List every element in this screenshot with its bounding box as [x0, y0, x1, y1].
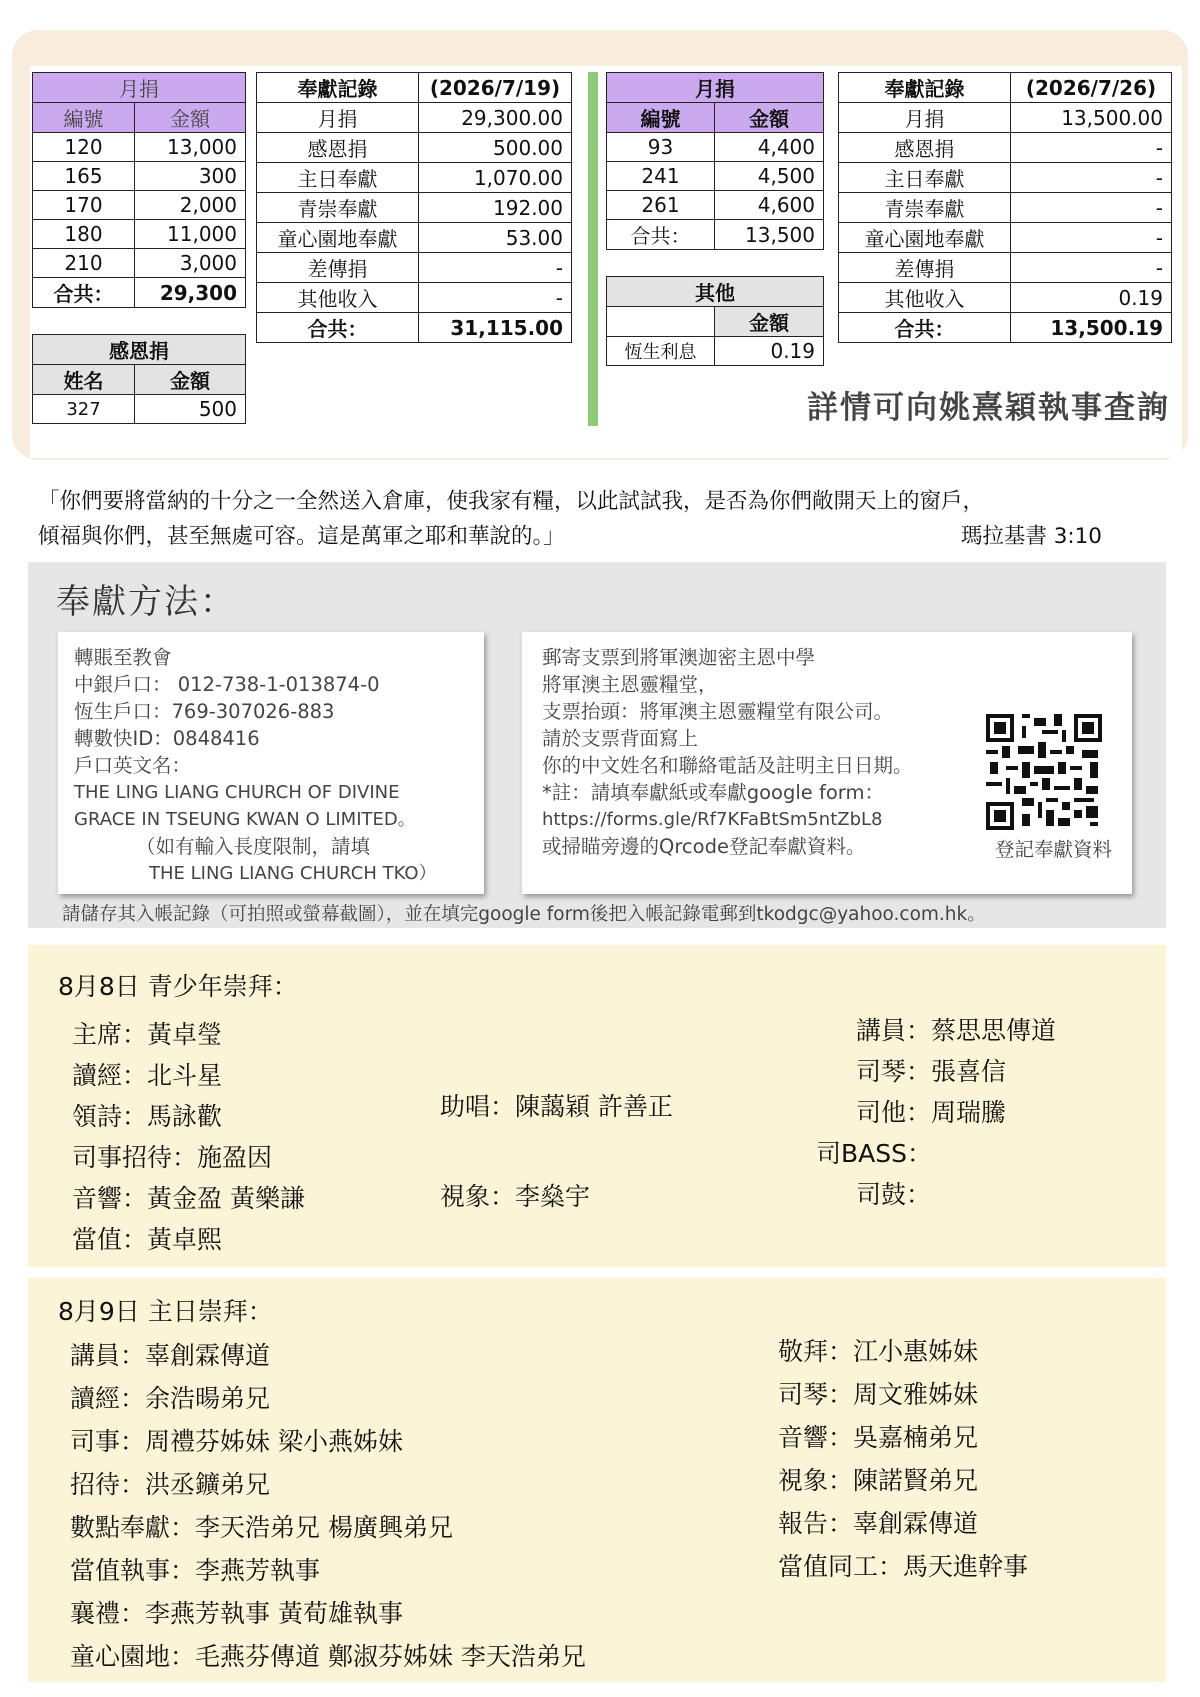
table-row: [257, 283, 572, 313]
table-title: 月捐: [33, 73, 246, 103]
cell-no: 241: [607, 162, 715, 191]
card-line: 你的中文姓名和聯絡電話及註明主日日期。: [542, 754, 913, 777]
cell-no: 165: [33, 162, 135, 191]
roster-item: 讀經：北斗星: [72, 1061, 223, 1090]
cell-amount: 13,000: [135, 133, 246, 162]
cell-no: 210: [33, 249, 135, 278]
verse-line-1: 「你們要將當納的十分之一全然送入倉庫，使我家有糧，以此試試我，是否為你們敞開天上的窗戶，: [38, 489, 985, 514]
record-title: 奉獻記錄: [839, 73, 1011, 103]
table-row: [33, 133, 246, 162]
cell-no: 327: [33, 395, 135, 424]
roster-item: 當值：黃卓熙: [72, 1225, 223, 1254]
cell-label: 月捐: [257, 103, 419, 133]
cell-value: -: [1011, 193, 1172, 223]
cell-amount: 11,000: [135, 220, 246, 249]
cell-amount: 3,000: [135, 249, 246, 278]
record-date: (2026/7/26): [1011, 73, 1172, 103]
cell-amount: 500: [135, 395, 246, 424]
verse-reference: 瑪拉基書 3:10: [960, 524, 1102, 549]
table-row: [607, 133, 824, 162]
cell-no: 120: [33, 133, 135, 162]
thanks-table-left: [32, 334, 246, 424]
table-title: 其他: [607, 277, 824, 307]
cheque-card: [522, 632, 1132, 894]
cell-label: 其他收入: [839, 283, 1011, 313]
cell-value: -: [1011, 133, 1172, 163]
cell-amount: 4,600: [715, 191, 824, 220]
roster-item: 襄禮：李燕芳執事 黃荀雄執事: [70, 1599, 403, 1628]
roster-item: 敬拜：江小惠姊妹: [778, 1337, 979, 1366]
cell-value: 1,070.00: [419, 163, 572, 193]
record-table-2: [838, 72, 1172, 343]
roster-item: 讀經：余浩暘弟兄: [70, 1384, 271, 1413]
card-line: 中銀戶口： 012-738-1-013874-0: [74, 673, 380, 696]
cell-label: 恆生利息: [607, 337, 715, 366]
roster-item: 音響：黃金盈 黃樂謙: [72, 1184, 305, 1213]
cell-label: 感恩捐: [839, 133, 1011, 163]
card-line: 支票抬頭：將軍澳主恩靈糧堂有限公司。: [542, 700, 894, 723]
table-row: [839, 283, 1172, 313]
total-label: 合共：: [839, 313, 1011, 343]
cell-value: 500.00: [419, 133, 572, 163]
table-row: [257, 193, 572, 223]
table-title: 感恩捐: [33, 335, 246, 365]
roster-item: 音響：吳嘉楠弟兄: [778, 1423, 979, 1452]
table-row: [257, 163, 572, 193]
table-row: [33, 395, 246, 424]
roster-item: 助唱：陳藹穎 許善正: [440, 1092, 673, 1121]
verse-line-2: 傾福與你們，甚至無處可容。這是萬軍之耶和華說的。」: [38, 524, 565, 549]
record-title: 奉獻記錄: [257, 73, 419, 103]
cell-amount: 2,000: [135, 191, 246, 220]
roster-item: 司鼓：: [856, 1180, 932, 1209]
table-row: [33, 220, 246, 249]
total-value: 31,115.00: [419, 313, 572, 343]
roster-item: 講員：辜創霖傳道: [70, 1341, 271, 1370]
total-label: 合共：: [607, 220, 715, 250]
roster-item: 數點奉獻：李天浩弟兄 楊廣興弟兄: [70, 1513, 453, 1542]
roster-item: 講員：蔡思思傳道: [856, 1016, 1057, 1045]
total-label: 合共：: [33, 278, 135, 308]
monthly-table-left: [32, 72, 246, 308]
table-row: [607, 191, 824, 220]
total-value: 13,500.19: [1011, 313, 1172, 343]
payment-methods: [28, 562, 1166, 928]
table-title: 月捐: [607, 73, 824, 103]
card-line: GRACE IN TSEUNG KWAN O LIMITED。: [74, 809, 416, 830]
table-row: [839, 133, 1172, 163]
card-line: 轉賬至教會: [74, 646, 172, 669]
table-row: [257, 103, 572, 133]
cell-value: 29,300.00: [419, 103, 572, 133]
cell-label: 主日奉獻: [257, 163, 419, 193]
card-line: 恆生戶口：769-307026-883: [74, 700, 335, 723]
table-row: [839, 103, 1172, 133]
card-line: 轉數快ID：0848416: [74, 727, 260, 750]
card-line: THE LING LIANG CHURCH TKO）: [149, 863, 437, 884]
col-header-no: 編號: [607, 103, 715, 133]
cell-value: -: [1011, 163, 1172, 193]
col-header-name: 姓名: [33, 365, 135, 395]
roster-item: 招待：洪丞鑛弟兄: [70, 1470, 271, 1499]
roster-item: 視象：李燊宇: [440, 1182, 591, 1211]
table-row: [607, 162, 824, 191]
roster-item: 報告：辜創霖傳道: [778, 1509, 979, 1538]
col-header-amount: 金額: [135, 365, 246, 395]
table-row: [257, 133, 572, 163]
table-row: [839, 223, 1172, 253]
total-row: [607, 220, 824, 250]
bank-transfer-card: [58, 632, 484, 894]
cell-label: 差傳捐: [257, 253, 419, 283]
cell-amount: 300: [135, 162, 246, 191]
roster-item: 領詩：馬詠歡: [72, 1102, 223, 1131]
cell-label: 青崇奉獻: [257, 193, 419, 223]
record-table-1: [256, 72, 572, 343]
card-line: 請於支票背面寫上: [542, 727, 699, 750]
divider-bar: [588, 72, 598, 426]
bible-verse: [38, 484, 1158, 554]
total-value: 29,300: [135, 278, 246, 308]
payment-note: 請儲存其入帳記錄（可拍照或螢幕截圖），並在填完google form後把入帳記錄電郵到tkodgc@yahoo.com.hk。: [62, 904, 986, 925]
cell-value: 0.19: [1011, 283, 1172, 313]
cell-no: 170: [33, 191, 135, 220]
cell-label: 青崇奉獻: [839, 193, 1011, 223]
table-row: [33, 191, 246, 220]
total-label: 合共：: [257, 313, 419, 343]
youth-service-roster: [28, 945, 1166, 1267]
cell-label: 差傳捐: [839, 253, 1011, 283]
table-row: [33, 162, 246, 191]
monthly-table-right: [606, 72, 824, 250]
cell-value: -: [419, 283, 572, 313]
roster-item: 司他：周瑞騰: [856, 1098, 1007, 1127]
total-value: 13,500: [715, 220, 824, 250]
card-line: *註：請填奉獻紙或奉獻google form：: [542, 781, 884, 804]
cell-value: 192.00: [419, 193, 572, 223]
roster-item: 當值執事：李燕芳執事: [70, 1556, 321, 1585]
cell-value: 13,500.00: [1011, 103, 1172, 133]
card-line: 郵寄支票到將軍澳迦密主恩中學: [542, 646, 816, 669]
card-line: 戶口英文名：: [74, 754, 192, 777]
cell-label: 童心園地奉獻: [839, 223, 1011, 253]
payment-title: 奉獻方法：: [56, 582, 236, 622]
cell-value: -: [1011, 253, 1172, 283]
card-line: 或掃瞄旁邊的Qrcode登記奉獻資料。: [542, 835, 866, 858]
roster-item: 司事：周禮芬姊妹 梁小燕姊妹: [70, 1427, 403, 1456]
empty-cell: [607, 307, 715, 337]
cell-amount: 4,500: [715, 162, 824, 191]
roster-item: 司BASS：: [816, 1139, 932, 1168]
roster-item: 司琴：張喜信: [856, 1057, 1007, 1086]
card-line: 將軍澳主恩靈糧堂，: [542, 673, 718, 696]
col-header-no: 編號: [33, 103, 135, 133]
table-row: [257, 223, 572, 253]
service-header: 8月8日 青少年崇拜：: [58, 972, 298, 1001]
google-form-link[interactable]: https://forms.gle/Rf7KFaBtSm5ntZbL8: [542, 809, 883, 830]
cell-no: 93: [607, 133, 715, 162]
qr-code-icon[interactable]: [986, 714, 1102, 830]
roster-item: 視象：陳諾賢弟兄: [778, 1466, 979, 1495]
card-line: （如有輸入長度限制，請填: [136, 835, 371, 858]
cell-amount: 4,400: [715, 133, 824, 162]
cell-amount: 0.19: [715, 337, 824, 366]
cell-no: 180: [33, 220, 135, 249]
table-row: [607, 337, 824, 366]
table-row: [33, 249, 246, 278]
col-header-amount: 金額: [715, 307, 824, 337]
col-header-amount: 金額: [135, 103, 246, 133]
col-header-amount: 金額: [715, 103, 824, 133]
sunday-service-roster: [28, 1278, 1166, 1682]
cell-label: 主日奉獻: [839, 163, 1011, 193]
cell-value: 53.00: [419, 223, 572, 253]
roster-item: 司琴：周文雅姊妹: [778, 1380, 979, 1409]
other-table-right: [606, 276, 824, 366]
roster-item: 童心園地：毛燕芬傳道 鄭淑芬姊妹 李天浩弟兄: [70, 1642, 586, 1671]
cell-label: 感恩捐: [257, 133, 419, 163]
cell-no: 261: [607, 191, 715, 220]
record-date: (2026/7/19): [419, 73, 572, 103]
cell-label: 月捐: [839, 103, 1011, 133]
total-row: [839, 313, 1172, 343]
table-row: [257, 253, 572, 283]
roster-item: 當值同工：馬天進幹事: [778, 1552, 1029, 1581]
roster-item: 司事招待：施盈因: [72, 1143, 273, 1172]
service-header: 8月9日 主日崇拜：: [58, 1297, 273, 1326]
cell-value: -: [419, 253, 572, 283]
enquiry-note: 詳情可向姚熹穎執事查詢: [807, 390, 1170, 426]
cell-label: 童心園地奉獻: [257, 223, 419, 253]
cell-label: 其他收入: [257, 283, 419, 313]
card-line: THE LING LIANG CHURCH OF DIVINE: [74, 782, 400, 803]
table-row: [839, 253, 1172, 283]
qr-caption: 登記奉獻資料: [994, 838, 1112, 861]
total-row: [33, 278, 246, 308]
roster-item: 主席：黃卓瑩: [72, 1020, 223, 1049]
cell-value: -: [1011, 223, 1172, 253]
total-row: [257, 313, 572, 343]
table-row: [839, 163, 1172, 193]
table-row: [839, 193, 1172, 223]
